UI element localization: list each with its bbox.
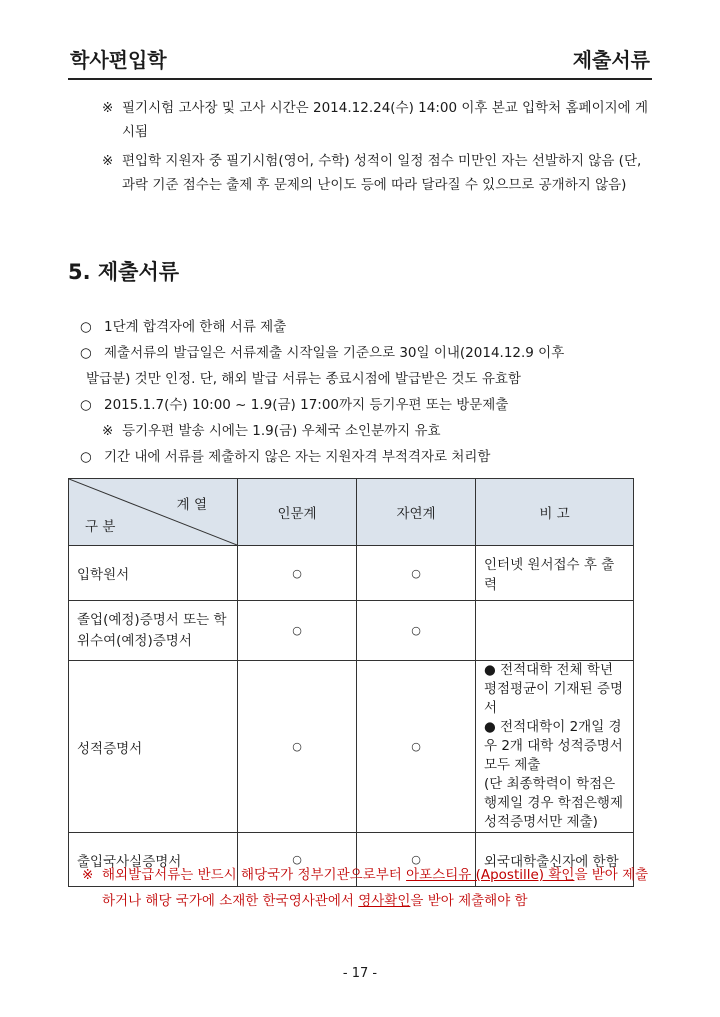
note-text: 편입학 지원자 중 필기시험(영어, 수학) 성적이 일정 점수 미만인 자는 선발하지 않음 (단, 과락 기준 점수는 출제 후 문제의 난이도 등에 따라 달라질 수 있으므로 공개하지 않음)	[122, 153, 642, 193]
row-remark	[476, 601, 634, 661]
rule-continuation	[68, 366, 652, 392]
row-sciences-mark: ○	[357, 661, 476, 833]
rule-text: 기간 내에 서류를 제출하지 않은 자는 지원자격 부적격자로 처리함	[104, 449, 491, 465]
warning-text	[68, 862, 652, 914]
diagonal-line	[69, 479, 237, 545]
page-header	[68, 44, 652, 80]
page-number: - 17 -	[342, 966, 378, 981]
header-section: 제출서류	[572, 48, 650, 72]
header-humanities: 인문계	[238, 479, 357, 546]
documents-table	[68, 478, 634, 887]
submission-rules	[68, 314, 652, 470]
circle-bullet-icon: ○	[80, 397, 92, 413]
reference-mark: ※	[82, 867, 94, 883]
note-text: 필기시험 고사장 및 고사 시간은 2014.12.24(수) 14:00 이후 본교 입학처 홈페이지에 게시됨	[122, 100, 649, 140]
table-header-row	[69, 479, 634, 546]
row-sciences-mark: ○	[357, 833, 476, 887]
circle-bullet-icon: ○	[80, 319, 92, 335]
row-humanities-mark: ○	[238, 601, 357, 661]
table-row	[69, 546, 634, 601]
row-humanities-mark: ○	[238, 661, 357, 833]
rule-subnote	[68, 418, 652, 444]
warning-part1: 해외발급서류는 반드시 해당국가 정부기관으로부터	[102, 867, 407, 883]
rule-text: 2015.1.7(수) 10:00 ~ 1.9(금) 17:00까지 등기우편 또는 방문제출	[104, 397, 509, 413]
apostille-requirement: 아포스티유 (Apostille) 확인	[406, 867, 575, 883]
circle-bullet-icon: ○	[80, 345, 92, 361]
consular-confirmation: 영사확인	[358, 893, 411, 909]
section-title: 5. 제출서류	[68, 260, 180, 284]
warning-part2: 을 받아 제출하거나 해당 국가에 소재한 한국영사관에서	[102, 867, 649, 909]
row-label: 졸업(예정)증명서 또는 학위수여(예정)증명서	[69, 601, 238, 661]
rule-text: 발급분) 것만 인정. 단, 해외 발급 서류는 종료시점에 발급받은 것도 유효함	[86, 371, 521, 387]
header-category-label: 계 열	[176, 497, 207, 513]
remark-item: ● 전적대학 전체 학년 평점평균이 기재된 증명서	[484, 662, 623, 716]
header-diagonal-cell	[69, 479, 238, 546]
note-item	[68, 96, 652, 144]
rule-item	[68, 392, 652, 418]
remark-item: (단 최종학력이 학점은행제일 경우 학점은행제 성적증명서만 제출)	[484, 776, 623, 830]
row-humanities-mark: ○	[238, 546, 357, 601]
rule-item	[68, 444, 652, 470]
row-label: 출입국사실증명서	[69, 833, 238, 887]
table-row	[69, 601, 634, 661]
rule-item	[68, 314, 652, 340]
note-item	[68, 149, 652, 197]
rule-text: 제출서류의 발급일은 서류제출 시작일을 기준으로 30일 이내(2014.12.9 이후	[104, 345, 565, 361]
warning-part3: 을 받아 제출해야 함	[410, 893, 528, 909]
row-sciences-mark: ○	[357, 546, 476, 601]
exam-notes	[68, 96, 652, 202]
row-sciences-mark: ○	[357, 601, 476, 661]
row-remark: 인터넷 원서접수 후 출력	[476, 546, 634, 601]
header-division-label: 구 분	[85, 519, 116, 535]
header-sciences: 자연계	[357, 479, 476, 546]
rule-text: 1단계 합격자에 한해 서류 제출	[104, 319, 287, 335]
row-label: 성적증명서	[69, 661, 238, 833]
apostille-warning	[68, 862, 652, 914]
remark-list	[484, 661, 625, 832]
table-row	[69, 661, 634, 833]
reference-mark: ※	[102, 423, 114, 439]
reference-mark: ※	[102, 100, 114, 116]
row-label: 입학원서	[69, 546, 238, 601]
header-remarks: 비 고	[476, 479, 634, 546]
row-humanities-mark: ○	[238, 833, 357, 887]
remark-item: ● 전적대학이 2개일 경우 2개 대학 성적증명서 모두 제출	[484, 719, 623, 773]
header-category: 학사편입학	[70, 48, 167, 72]
subnote-text: 등기우편 발송 시에는 1.9(금) 우체국 소인분까지 유효	[122, 423, 441, 439]
reference-mark: ※	[102, 153, 114, 169]
circle-bullet-icon: ○	[80, 449, 92, 465]
row-remark: 외국대학출신자에 한함	[476, 833, 634, 887]
row-remark	[476, 661, 634, 833]
rule-item	[68, 340, 652, 366]
